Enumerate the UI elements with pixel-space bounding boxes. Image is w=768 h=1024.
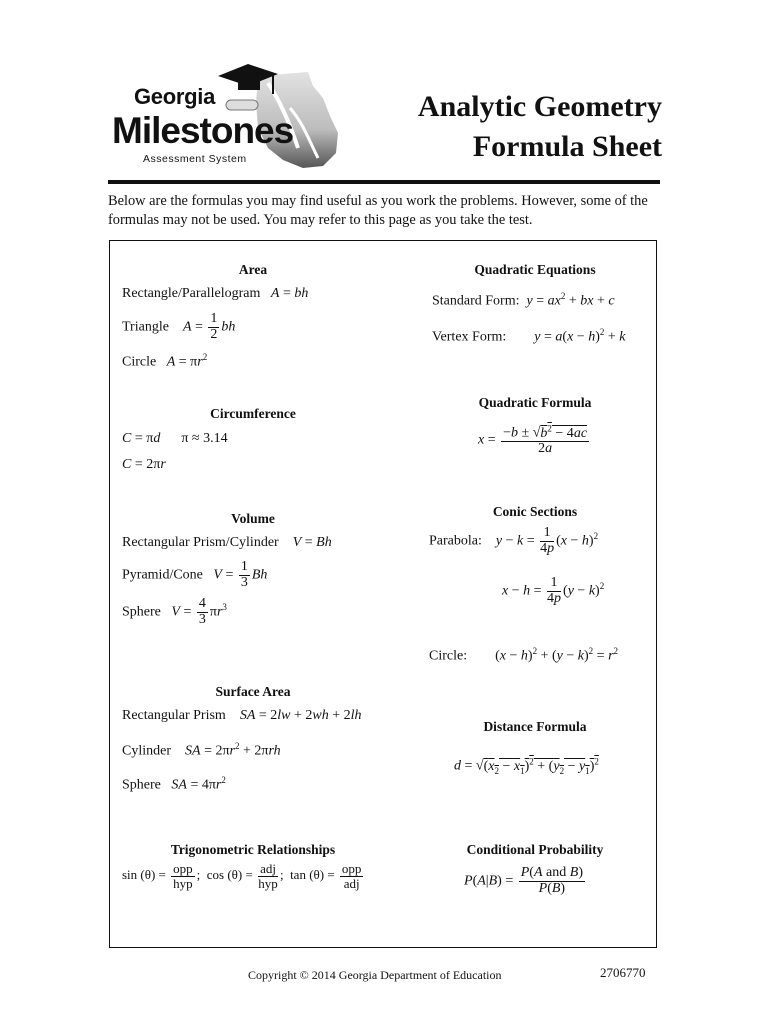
sphere-label: Sphere	[122, 604, 161, 620]
circumference-formula-2: C = 2πr	[122, 457, 166, 472]
rect-prism-cyl-label: Rectangular Prism/Cylinder	[122, 535, 279, 550]
circumference-formula-1: C = πd π ≈ 3.14	[122, 431, 228, 446]
pyramid-cone-volume-formula: Pyramid/Cone V = $\frac{1}{3}$ Bh	[122, 559, 268, 590]
parabola-formula-2: x − h = $\frac{1}{4p}$ $(y - k)^2$	[502, 575, 605, 606]
intro-text: Below are the formulas you may find useful as you work the problems. However, some of the formulas may not be used. You may refer to this page as you take the test.	[108, 193, 648, 228]
title-divider	[108, 180, 660, 184]
triangle-formula: Triangle A = $\frac{1}{2}$ bh	[122, 311, 236, 342]
vertex-form-formula: Vertex Form: $y = a(x - h)^2 + k$	[432, 327, 626, 345]
cylinder-sa-formula: Cylinder SA = $2\pi r^2 + 2\pi rh$	[122, 741, 281, 759]
standard-form-label: Standard Form:	[432, 293, 520, 309]
document-code: 2706770	[600, 965, 646, 980]
logo-georgia-text: Georgia	[134, 84, 216, 109]
distance-formula: $d = √(x_2 - x_1)^2 + (y_2 - y_1)^2$	[454, 756, 599, 776]
quadratic-equations-heading: Quadratic Equations	[474, 262, 596, 277]
trig-heading: Trigonometric Relationships	[170, 842, 336, 857]
logo-subtitle: Assessment System	[143, 153, 247, 165]
surface-area-heading: Surface Area	[215, 684, 291, 699]
circumference-heading: Circumference	[210, 406, 296, 421]
sphere-sa-label: Sphere	[122, 777, 161, 793]
conditional-probability-formula: P(A|B) = $\frac{\text{P(A and B)}}{P(B)}$	[464, 865, 583, 896]
page-title-line1: Analytic Geometry	[417, 90, 662, 123]
standard-form-formula: Standard Form: $y = ax^2$ + bx + c	[432, 291, 615, 309]
parabola-formula-1: Parabola: y − k = $\frac{1}{4p}$ $(x - h)^2$	[429, 525, 599, 556]
area-heading: Area	[238, 262, 268, 277]
circle-conic-formula: Circle: $(x - h)^2 + (y - k)^2 = r^2$	[429, 646, 619, 664]
conic-sections-heading: Conic Sections	[492, 504, 578, 519]
quadratic-formula-heading: Quadratic Formula	[478, 395, 592, 410]
circle-area-formula: Circle $A = \pi r^2$	[122, 352, 208, 370]
logo-milestones-text: Milestones	[112, 110, 294, 151]
pyramid-cone-label: Pyramid/Cone	[122, 567, 203, 583]
distance-formula-heading: Distance Formula	[483, 719, 587, 734]
rect-prism-sa-formula: Rectangular Prism SA = 2lw + 2wh + 2lh	[122, 708, 362, 723]
copyright-text: Copyright © 2014 Georgia Department of Education	[248, 968, 502, 982]
parabola-label: Parabola:	[429, 533, 482, 549]
rect-para-label: Rectangle/Parallelogram	[122, 286, 261, 301]
vertex-form-label: Vertex Form:	[432, 329, 507, 345]
quadratic-formula: x = $\frac{-b \pm √b^2 - 4ac}{2a}$	[478, 423, 588, 457]
sphere-sa-formula: Sphere SA = $4\pi r^2$	[122, 775, 226, 793]
prism-cylinder-volume-formula: Rectangular Prism/Cylinder V = Bh	[122, 535, 332, 550]
conic-circle-label: Circle:	[429, 648, 468, 664]
circle-label: Circle	[122, 354, 157, 370]
sphere-volume-formula: Sphere V = $\frac{4}{3}$ $\pi r^3$	[122, 596, 227, 627]
page-title-line2: Formula Sheet	[472, 130, 662, 163]
triangle-label: Triangle	[122, 319, 169, 335]
rect-prism-label: Rectangular Prism	[122, 708, 226, 723]
cylinder-label: Cylinder	[122, 743, 171, 759]
conditional-probability-heading: Conditional Probability	[466, 842, 604, 857]
rect-para-formula: Rectangle/Parallelogram A = bh	[122, 286, 309, 301]
trig-formulas: sin (θ) = $\frac{\text{opp}}{\text{hyp}}$ ; cos (θ) = $\frac{\text{adj}}{\text{hyp}}$ ; tan (θ) = $\frac{\text{opp}}{\text{adj}}$	[122, 861, 362, 891]
volume-heading: Volume	[231, 511, 275, 526]
